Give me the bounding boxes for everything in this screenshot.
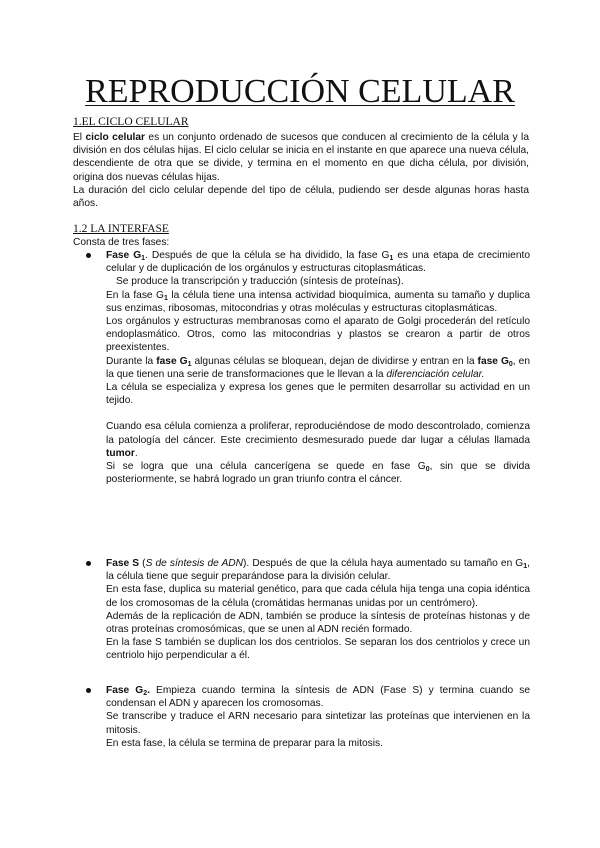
bullet-icon [86,688,91,693]
g1-organelles: Los orgánulos y estructuras membranosas como el aparato de Golgi procederán del retículo endoplasmático. Otros, como las mitocondrias y plastos se crearon a partir de otros preexistentes. [106,316,530,354]
paragraph-interfase-intro: Consta de tres fases: [73,237,170,248]
section-heading-interfase: 1.2 LA INTERFASE [73,223,169,235]
g2-intro: Fase $G_2$. Empieza cuando termina la síntesis de ADN (Fase S) y termina cuando se condensan el ADN y aparecen los cromosomas. [106,685,530,710]
g1-specialization: La célula se especializa y expresa los genes que le permiten desarrollar su actividad en un tejido. [106,382,530,407]
list-item-fase-g1 [88,249,530,486]
g1-cancer-g0: Si se logra que una célula cancerígena se quede en fase $G_0$, sin que se divida posteriormente, se habrá logrado un gran triunfo contra el cáncer. [106,461,530,486]
g2-preparation: En esta fase, la célula se termina de preparar para la mitosis. [106,737,383,749]
g1-activity: En la fase $G_1$ la célula tiene una intensa actividad bioquímica, aumenta su tamaño y duplica sus enzimas, ribosomas, mitocondrias y otras moléculas y estructuras citoplasmáticas. [106,289,530,314]
term-ciclo-celular: ciclo celular [85,132,145,143]
s-duplication: En esta fase, duplica su material genético, para que cada célula hija tenga una copia idéntica de los cromosomas de la célula (cromátidas hermanas unidas por un centrómero). [106,584,530,609]
section-heading-ciclo-celular: 1.EL CICLO CELULAR [73,116,189,128]
g1-transcription: Se produce la transcripción y traducción (síntesis de proteínas). [116,276,404,288]
paragraph-ciclo-definition: El ciclo celular es un conjunto ordenado de sucesos que conducen al crecimiento de la célula y la división en dos células hijas. El ciclo celular se inicia en el instante en que aparece una nueva célula, descendiente de otra que se divide, y termina en el momento en que dicha célula, por división, origina dos nuevas células hijas. [73,132,529,183]
s-centrioles: En la fase S también se duplican los dos centriolos. Se separan los dos centriolos y crece un centriolo hijo perpendicular a él. [106,637,530,662]
g2-transcription: Se transcribe y traduce el ARN necesario para sintetizar las proteínas que intervienen en la mitosis. [106,711,530,736]
g1-intro: Fase $G_1$. Después de que la célula se ha dividido, la fase $G_1$ es una etapa de crecimiento celular y de duplicación de los orgánulos y estructuras citoplasmáticas. [106,250,530,275]
page-title: REPRODUCCIÓN CELULAR [85,73,515,110]
bullet-icon [86,561,91,566]
s-intro: Fase S (S de síntesis de ADN). Después de que la célula haya aumentado su tamaño en $G_1$, la célula tiene que seguir preparándose para la división celular. [106,558,530,583]
g1-block: Durante la fase $G_1$ algunas células se bloquean, dejan de dividirse y entran en la fase $G_0$, en la que tienen una serie de transformaciones que le llevan a la diferenciación celular. [106,355,530,380]
list-item-fase-g2 [88,684,530,750]
g1-cancer: Cuando esa célula comienza a proliferar, reproduciéndose de modo descontrolado, comienza la patología del cáncer. Este crecimiento desmesurado puede dar lugar a células llamada tumor. [106,421,530,459]
paragraph-ciclo-duration: La duración del ciclo celular depende del tipo de célula, pudiendo ser desde algunas horas hasta años. [73,185,529,210]
list-item-fase-s [88,557,530,663]
bullet-icon [86,253,91,258]
s-replication: Además de la replicación de ADN, también se produce la síntesis de proteínas histonas y de otras proteínas cromosómicas, que se unen al ADN recién formado. [106,610,530,636]
